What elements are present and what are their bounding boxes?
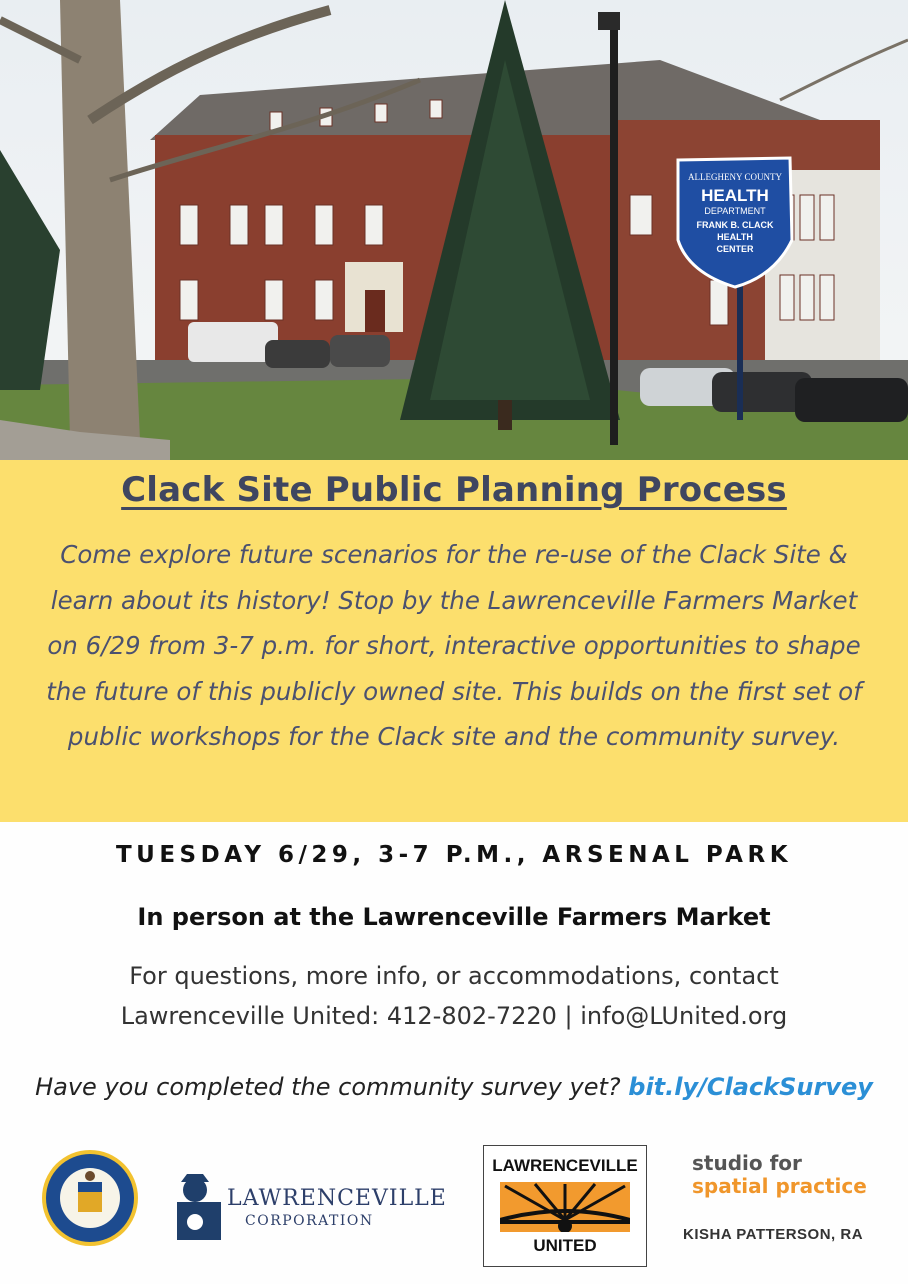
survey-question: Have you completed the community survey yet? (35, 1073, 621, 1101)
sign-text: FRANK B. CLACK (696, 220, 774, 230)
contact-info (40, 956, 868, 1036)
event-description: Come explore future scenarios for the re-use of the Clack Site & learn about its history! Stop by the Lawrenceville Farmers Market on 6/29 from 3-7 p.m. for short, interactive opportunities to shape the future of this publicly owned site. This builds on the first set of public workshops for the Clack site and the community survey. (46, 540, 862, 751)
allegheny-county-seal-logo (40, 1148, 140, 1248)
lu-top-text: LAWRENCEVILLE (492, 1156, 638, 1175)
event-date: TUESDAY 6/29, 3-7 P.M., ARSENAL PARK (115, 842, 793, 868)
survey-prompt (0, 1073, 908, 1101)
studio-person: KISHA PATTERSON, RA (683, 1226, 864, 1243)
clack-building-photo (0, 0, 908, 460)
studio-logo-line2: spatial practice (692, 1174, 867, 1198)
sign-text: HEALTH (701, 186, 769, 205)
contact-line: Lawrenceville United: 412-802-7220 | info@LUnited.org (120, 1002, 788, 1030)
lc-sub-text: CORPORATION (245, 1213, 374, 1229)
sign-text: HEALTH (717, 232, 753, 242)
lu-bottom-text: UNITED (533, 1236, 597, 1255)
survey-link[interactable]: bit.ly/ClackSurvey (628, 1073, 873, 1101)
sign-text: ALLEGHENY COUNTY (688, 172, 782, 182)
sign-text: DEPARTMENT (704, 206, 766, 216)
studio-logo-line1: studio for (692, 1151, 802, 1175)
lawrenceville-corporation-logo (175, 1172, 465, 1242)
header-photo (0, 0, 908, 460)
page-title: Clack Site Public Planning Process (121, 470, 787, 510)
contact-line: For questions, more info, or accommodations, contact (129, 962, 779, 990)
lc-name-text: LAWRENCEVILLE (227, 1186, 447, 1211)
sunrise-bridge-icon (500, 1182, 630, 1232)
sign-text: CENTER (716, 244, 754, 254)
event-location: In person at the Lawrenceville Farmers Market (137, 903, 771, 931)
lawrenceville-united-logo (483, 1145, 647, 1267)
